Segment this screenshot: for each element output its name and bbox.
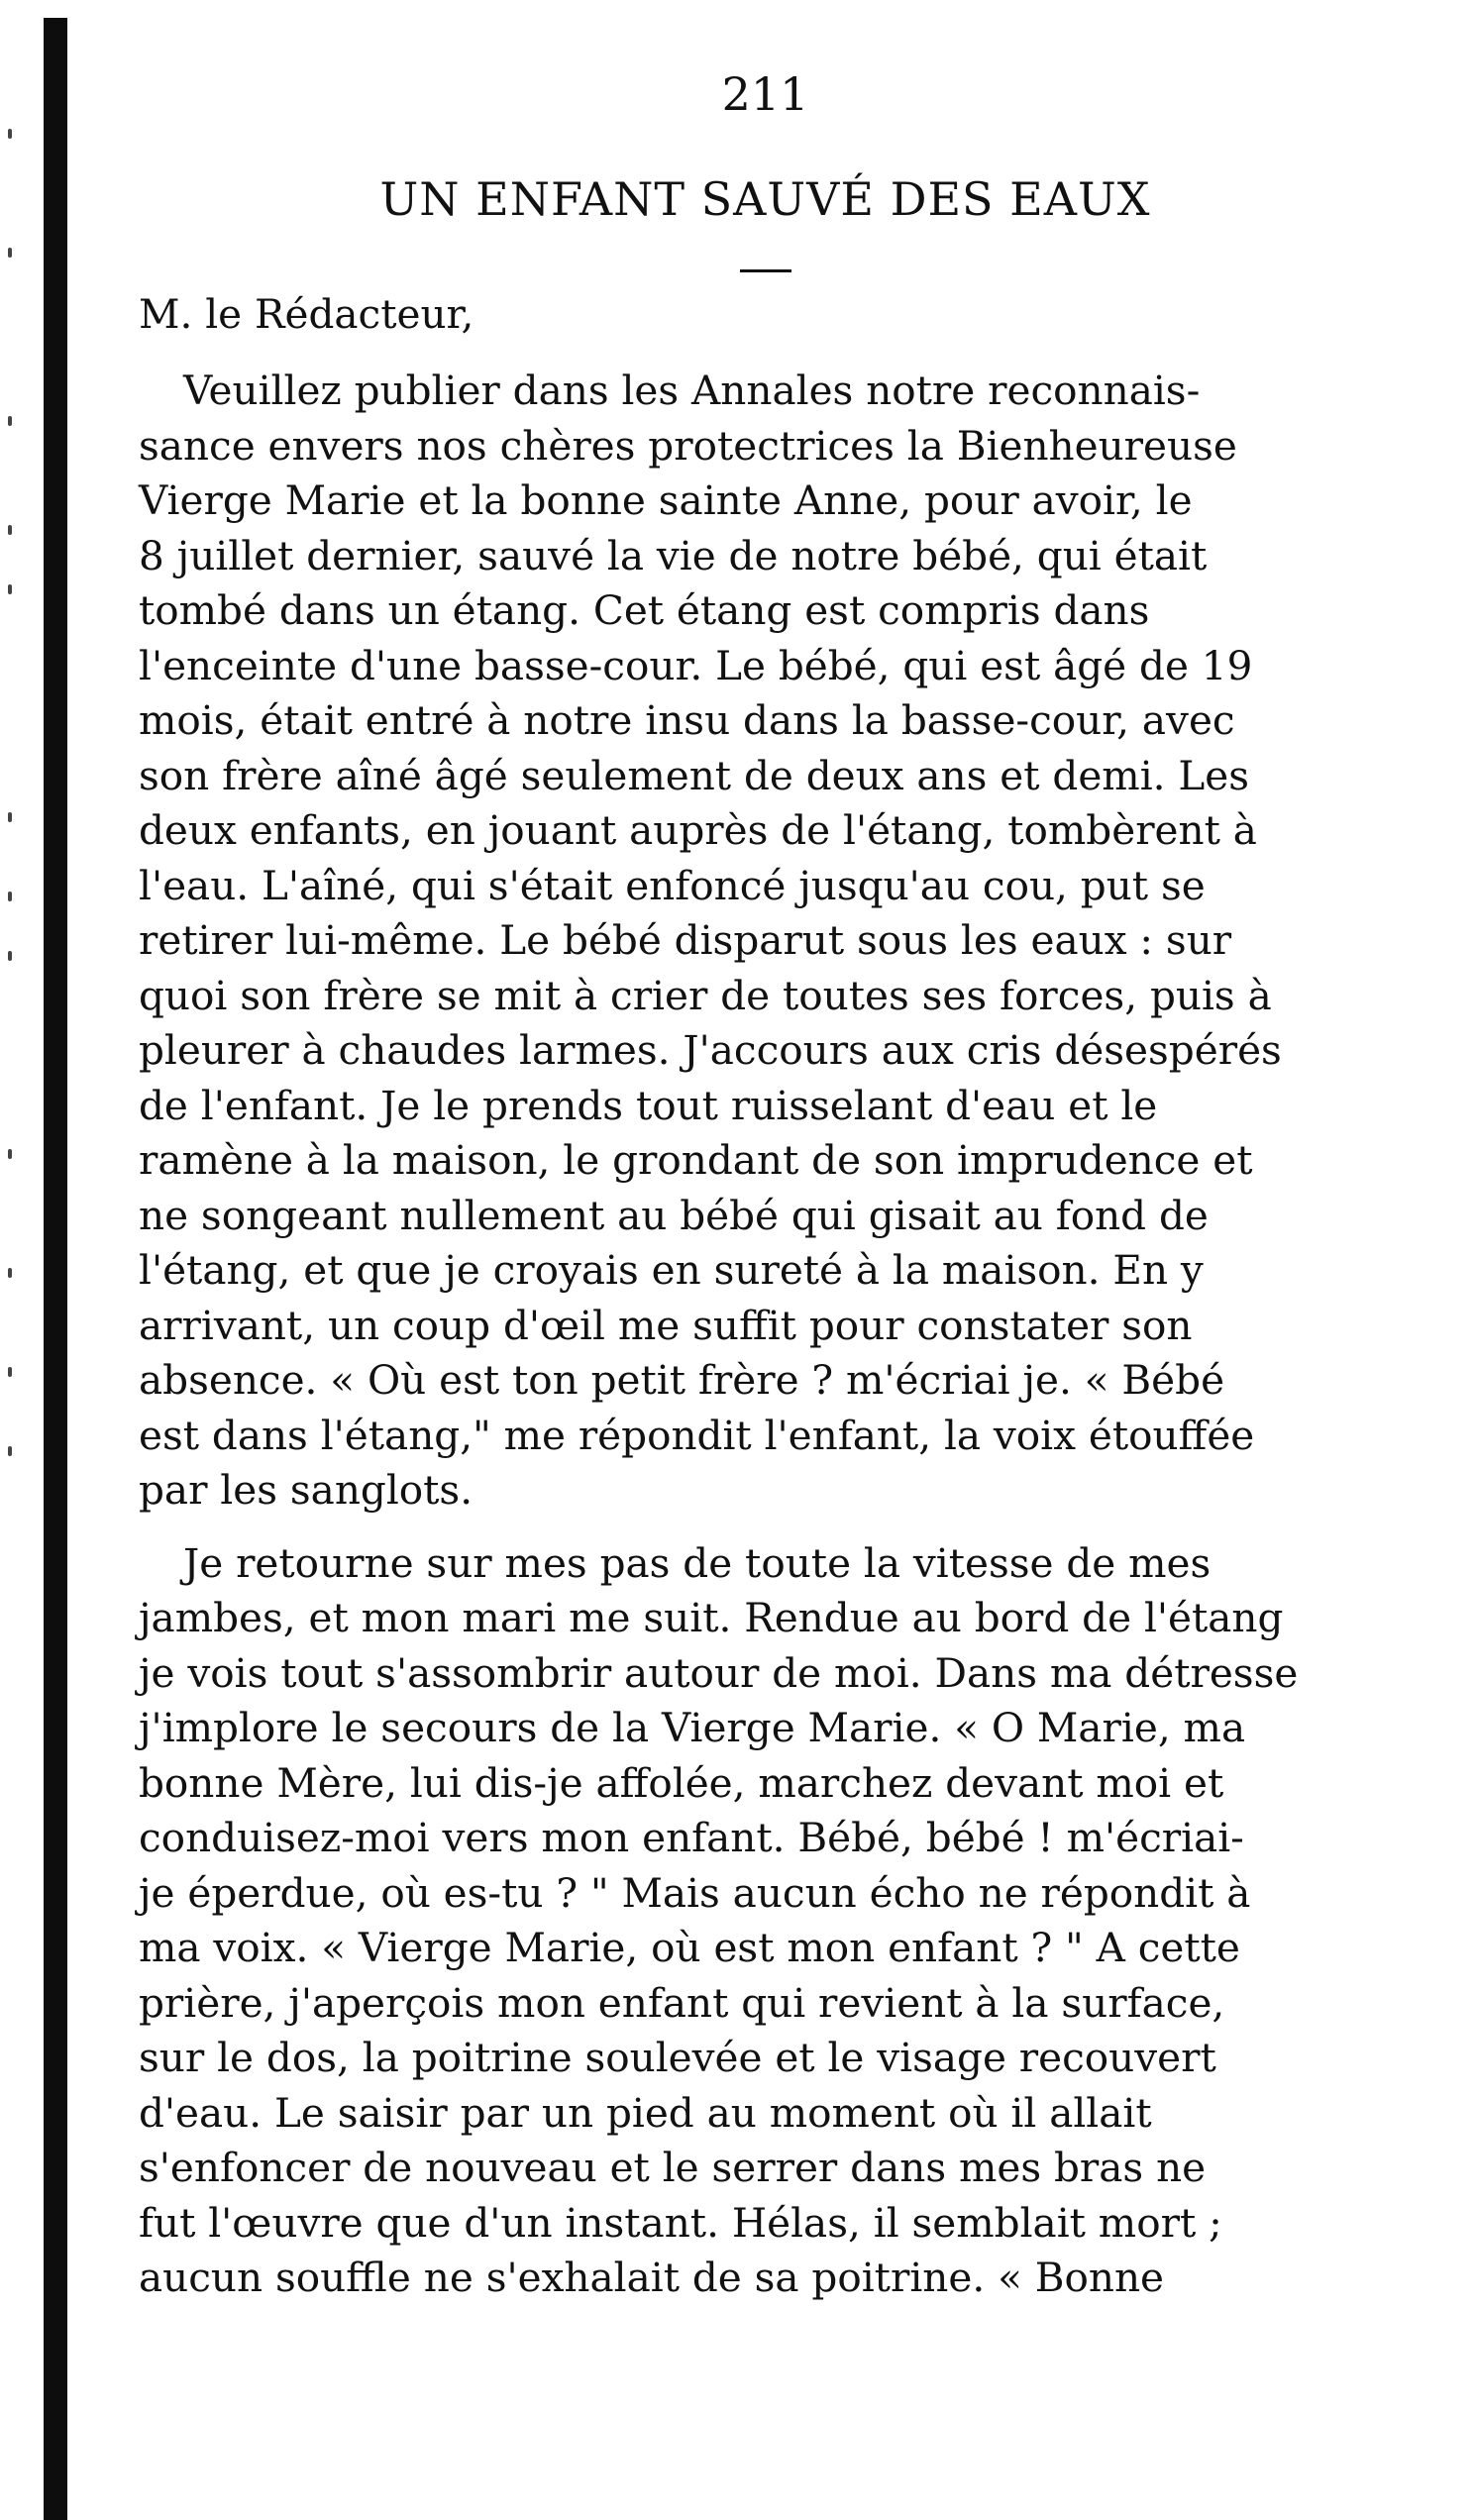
text-line: ma voix. « Vierge Marie, où est mon enfant ? " A cette xyxy=(139,1924,1240,1971)
text-line: quoi son frère se mit à crier de toutes ses forces, puis à xyxy=(139,971,1272,1019)
text-line: fut l'œuvre que d'un instant. Hélas, il semblait mort ; xyxy=(139,2198,1222,2247)
text-line: retirer lui-même. Le bébé disparut sous les eaux : sur xyxy=(139,916,1232,964)
text-line: sur le dos, la poitrine soulevée et le visage recouvert xyxy=(139,2034,1216,2081)
text-line: l'enceinte d'une basse-cour. Le bébé, qui est âgé de 19 xyxy=(139,641,1253,689)
text-line: je éperdue, où es-tu ? " Mais aucun écho ne répondit à xyxy=(139,1868,1251,1917)
text-line: Veuillez publier dans les Annales notre reconnais- xyxy=(183,367,1201,414)
text-line: s'enfoncer de nouveau et le serrer dans mes bras ne xyxy=(139,2144,1207,2191)
binding-edge xyxy=(44,18,67,2520)
page-number: 211 xyxy=(721,67,809,121)
text-line: d'eau. Le saisir par un pied au moment où il allait xyxy=(139,2088,1152,2137)
text-line: Vierge Marie et la bonne sainte Anne, pour avoir, le xyxy=(139,476,1193,524)
text-line: prière, j'aperçois mon enfant qui revient à la surface, xyxy=(139,1978,1225,2027)
salutation: M. le Rédacteur, xyxy=(139,290,474,338)
text-line: aucun souffle ne s'exhalait de sa poitrine. « Bonne xyxy=(139,2254,1165,2301)
text-line: son frère aîné âgé seulement de deux ans et demi. Les xyxy=(139,751,1250,799)
text-line: de l'enfant. Je le prends tout ruisselant d'eau et le xyxy=(139,1081,1158,1129)
text-line: jambes, et mon mari me suit. Rendue au bord de l'étang xyxy=(139,1594,1284,1641)
text-line: absence. « Où est ton petit frère ? m'écriai je. « Bébé xyxy=(139,1356,1225,1404)
text-line: deux enfants, en jouant auprès de l'étang, tombèrent à xyxy=(139,806,1257,854)
text-line: arrivant, un coup d'œil me suffit pour constater son xyxy=(139,1301,1193,1349)
text-line: conduisez-moi vers mon enfant. Bébé, bébé ! m'écriai- xyxy=(139,1814,1244,1861)
text-line: l'eau. L'aîné, qui s'était enfoncé jusqu'au cou, put se xyxy=(139,861,1206,909)
text-line: bonne Mère, lui dis-je affolée, marchez devant moi et xyxy=(139,1758,1224,1807)
text-line: tombé dans un étang. Cet étang est compris dans xyxy=(139,586,1150,634)
text-line: 8 juillet dernier, sauvé la vie de notre bébé, qui était xyxy=(139,531,1208,579)
article-title: UN ENFANT SAUVÉ DES EAUX xyxy=(379,172,1151,226)
book-page xyxy=(139,59,1352,2306)
text-line: l'étang, et que je croyais en sureté à la maison. En y xyxy=(139,1246,1204,1294)
text-line: sance envers nos chères protectrices la Bienheureuse xyxy=(139,421,1237,470)
text-line: Je retourne sur mes pas de toute la vitesse de mes xyxy=(183,1538,1212,1587)
paragraph-1 xyxy=(139,364,1352,1519)
text-line: par les sanglots. xyxy=(139,1466,474,1514)
text-line: je vois tout s'assombrir autour de moi. Dans ma détresse xyxy=(139,1648,1299,1697)
text-line: ne songeant nullement au bébé qui gisait au fond de xyxy=(139,1191,1209,1239)
text-line: mois, était entré à notre insu dans la basse-cour, avec xyxy=(139,696,1235,744)
text-line: ramène à la maison, le grondant de son imprudence et xyxy=(139,1136,1253,1184)
text-line: pleurer à chaudes larmes. J'accours aux cris désespérés xyxy=(139,1026,1282,1074)
text-line: j'implore le secours de la Vierge Marie. « O Marie, ma xyxy=(139,1704,1246,1751)
text-line: est dans l'étang," me répondit l'enfant, la voix étouffée xyxy=(139,1411,1255,1459)
title-rule xyxy=(740,269,791,272)
paragraph-2 xyxy=(139,1536,1352,2306)
margin-marks xyxy=(0,0,40,2520)
